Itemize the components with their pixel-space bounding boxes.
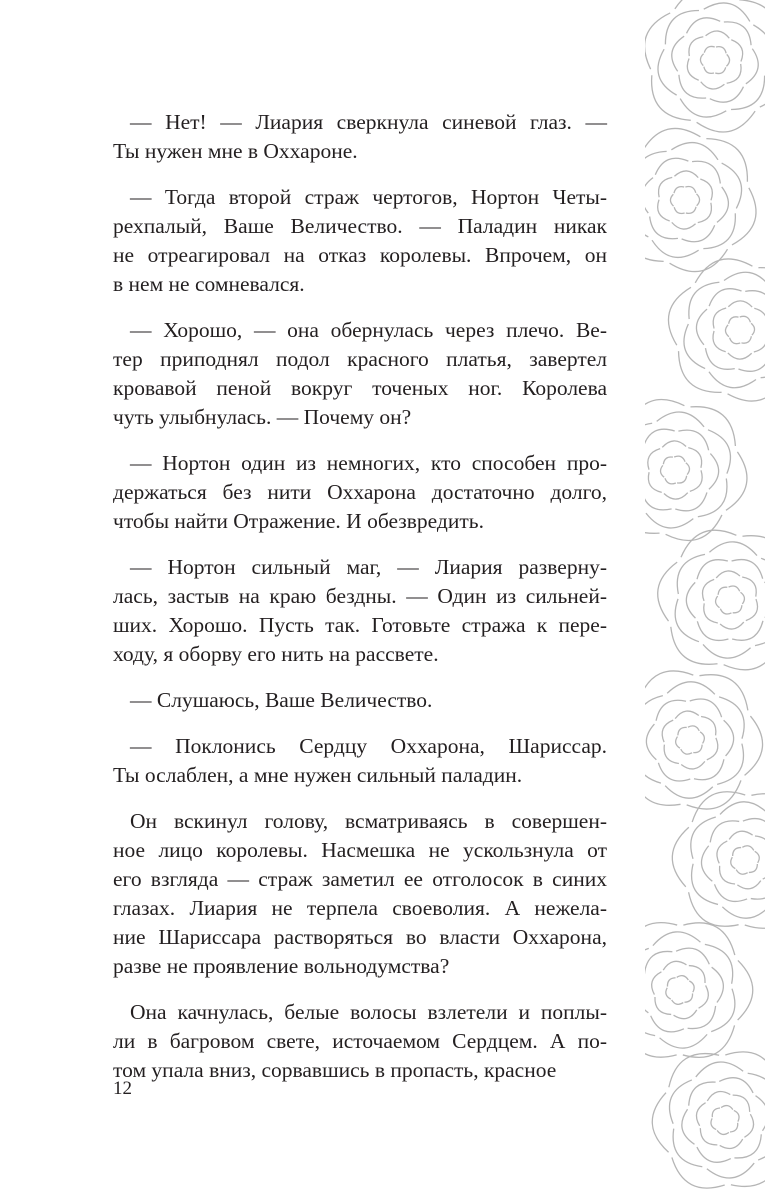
petal-stroke [690, 407, 735, 446]
text-line: тер приподнял подол красного платья, завертел [113, 347, 607, 371]
petal-stroke [645, 696, 663, 737]
petal-stroke [730, 338, 741, 344]
petal-stroke [742, 577, 756, 597]
petal-stroke [675, 711, 699, 719]
petal-stroke [713, 331, 726, 352]
petal-stroke [675, 0, 734, 9]
petal-stroke [686, 463, 690, 475]
petal-stroke [709, 542, 757, 556]
petal-stroke [690, 470, 702, 491]
petal-stroke [658, 200, 670, 221]
petal-stroke [758, 268, 765, 309]
petal-stroke [720, 866, 735, 884]
text-line: — Нортон сильный маг, — Лиария разверну- [130, 555, 607, 579]
petal-stroke [706, 31, 730, 38]
petal-stroke [682, 1109, 695, 1144]
petal-stroke [733, 848, 741, 856]
petal-stroke [689, 1082, 716, 1106]
petal-stroke [696, 1103, 705, 1126]
text-line: ли в багровом свете, источаемом Сердцем. А по- [113, 1029, 607, 1053]
paragraph [113, 183, 607, 299]
text-line: чуть улыбнулась. — Почему он? [113, 405, 412, 429]
petal-stroke [689, 37, 703, 56]
petal-stroke [700, 1128, 717, 1145]
text-line: Ты нужен мне в Оххароне. [113, 139, 358, 163]
petal-stroke [731, 40, 742, 62]
petal-stroke [706, 139, 747, 182]
petal-stroke [686, 207, 696, 214]
petal-stroke [716, 571, 740, 578]
petal-stroke [734, 1110, 739, 1121]
petal-stroke [734, 1134, 761, 1158]
petal-stroke [719, 1078, 753, 1093]
petal-stroke [686, 582, 695, 618]
petal-stroke [717, 1130, 729, 1134]
petal-stroke [648, 472, 661, 492]
petal-stroke [679, 75, 706, 98]
petal-stroke [742, 536, 765, 573]
petal-stroke [645, 770, 681, 806]
petal-stroke [658, 562, 677, 621]
petal-stroke [645, 13, 670, 69]
petal-stroke [684, 324, 705, 369]
petal-stroke [689, 892, 739, 926]
text-line: — Хорошо, — она обернулась через плечо. Ве- [130, 318, 607, 342]
petal-stroke [693, 745, 702, 753]
petal-stroke [645, 192, 648, 237]
petal-stroke [728, 353, 752, 359]
petal-stroke [702, 579, 714, 601]
petal-stroke [726, 54, 729, 66]
petal-stroke [671, 143, 718, 160]
petal-stroke [740, 592, 744, 604]
petal-stroke [672, 1000, 684, 1004]
petal-stroke [645, 490, 672, 510]
petal-stroke [664, 745, 679, 764]
petal-stroke [745, 716, 763, 775]
text-line: не отреагировал на отказ королевы. Впрочем, он [113, 243, 607, 267]
petal-stroke [655, 158, 688, 174]
text-line: — Нортон один из немногих, кто способен про- [130, 451, 607, 475]
petal-stroke [717, 841, 727, 863]
text-line: чтобы найти Отражение. И обезвредить. [113, 509, 484, 533]
petal-stroke [689, 282, 720, 319]
petal-stroke [709, 372, 756, 388]
petal-stroke [684, 993, 692, 1002]
petal-stroke [732, 560, 763, 579]
petal-stroke [696, 194, 699, 206]
petal-stroke [746, 599, 758, 621]
petal-stroke [665, 11, 699, 45]
petal-stroke [697, 560, 728, 579]
petal-stroke [645, 128, 700, 150]
paragraph [113, 316, 607, 432]
petal-stroke [672, 222, 696, 229]
petal-stroke [708, 430, 730, 474]
petal-stroke [694, 759, 724, 779]
text-line: — Тогда второй страж чертогов, Нортон Четы- [130, 185, 607, 209]
petal-stroke [667, 682, 715, 695]
petal-stroke [681, 761, 705, 769]
petal-stroke [650, 216, 678, 238]
petal-stroke [672, 827, 689, 886]
paragraph [113, 686, 607, 715]
petal-stroke [645, 951, 672, 974]
petal-stroke [713, 308, 726, 329]
page-number: 12 [113, 1078, 132, 1099]
petal-stroke [679, 351, 722, 392]
petal-stroke [699, 675, 747, 711]
petal-stroke [683, 923, 734, 955]
petal-stroke [674, 456, 685, 462]
petal-stroke [722, 906, 765, 919]
petal-stroke [661, 465, 665, 477]
petal-stroke [678, 430, 708, 450]
petal-stroke [677, 976, 689, 980]
petal-stroke [695, 259, 752, 283]
petal-stroke [707, 738, 718, 760]
petal-stroke [645, 178, 653, 213]
petal-stroke [645, 429, 675, 447]
petal-stroke [700, 179, 712, 200]
petal-stroke [662, 720, 673, 742]
petal-stroke [755, 836, 765, 854]
petal-stroke [758, 1116, 765, 1160]
petal-stroke [707, 1163, 754, 1178]
text-line: глазах. Лиария не терпела своеволия. А нежела- [113, 896, 607, 920]
paragraph [113, 998, 607, 1085]
page-body [113, 108, 607, 1102]
petal-stroke [711, 1118, 716, 1129]
petal-stroke [740, 316, 751, 322]
petal-stroke [674, 187, 684, 194]
petal-stroke [720, 622, 744, 629]
petal-stroke [645, 218, 664, 261]
text-line: том упала вниз, сорвавшись в пропасть, красное [113, 1058, 557, 1082]
petal-stroke [674, 207, 684, 213]
text-line: ное лицо королевы. Насмешка не ускользнула от [113, 838, 607, 862]
text-line: кровавой пеной вокруг точеных ног. Королева [113, 376, 607, 400]
petal-stroke [676, 737, 680, 749]
petal-stroke [715, 67, 725, 73]
petal-stroke [688, 1006, 716, 1029]
petal-stroke [701, 82, 725, 89]
text-line: — Поклонись Сердцу Оххарона, Шариссар. [130, 734, 607, 758]
petal-stroke [696, 309, 707, 345]
petal-stroke [688, 448, 701, 468]
petal-stroke [662, 441, 686, 447]
petal-stroke [677, 476, 687, 483]
petal-stroke [646, 513, 693, 528]
petal-stroke [645, 671, 693, 700]
petal-stroke [688, 726, 699, 731]
petal-stroke [692, 161, 720, 183]
petal-stroke [701, 716, 716, 735]
petal-stroke [728, 377, 765, 401]
text-line: ходу, я оборву его нить на рассвете. [113, 642, 439, 666]
petal-stroke [728, 301, 752, 307]
text-line: Ты ослаблен, а мне нужен сильный паладин. [113, 763, 523, 787]
petal-stroke [753, 25, 765, 71]
petal-stroke [696, 1062, 743, 1077]
petal-stroke [671, 627, 718, 664]
petal-stroke [716, 596, 720, 608]
petal-stroke [691, 817, 716, 859]
petal-stroke [645, 1025, 677, 1057]
petal-stroke [725, 325, 728, 337]
petal-stroke [687, 59, 698, 81]
petal-stroke [675, 492, 707, 510]
petal-stroke [742, 846, 753, 851]
petal-stroke [663, 457, 673, 464]
petal-stroke [729, 831, 752, 839]
petal-stroke [664, 493, 688, 499]
petal-stroke [672, 36, 684, 71]
text-line: разве не проявление вольнодумства? [113, 954, 450, 978]
petal-stroke [674, 1010, 697, 1019]
petal-stroke [697, 1147, 731, 1162]
petal-stroke [663, 961, 686, 970]
petal-stroke [700, 54, 703, 66]
petal-stroke [645, 977, 648, 1012]
petal-stroke [683, 1025, 735, 1057]
text-line: Он вскинул голову, всматриваясь в совершен- [130, 809, 607, 833]
petal-stroke [756, 1096, 765, 1131]
petal-stroke [701, 846, 712, 882]
petal-stroke [645, 423, 652, 461]
petal-stroke [658, 49, 677, 95]
petal-stroke [678, 727, 687, 735]
petal-stroke [665, 786, 713, 799]
text-line: лась, застыв на краю бездны. — Один из сильней- [113, 584, 607, 608]
petal-stroke [731, 857, 736, 869]
petal-stroke [732, 621, 763, 640]
petal-stroke [733, 605, 742, 613]
petal-stroke [744, 1114, 753, 1137]
petal-stroke [700, 732, 704, 744]
petal-stroke [652, 75, 691, 120]
petal-stroke [685, 186, 695, 192]
petal-stroke [720, 609, 731, 614]
petal-stroke [727, 64, 741, 83]
petal-stroke [748, 1073, 765, 1111]
petal-stroke [652, 240, 699, 257]
petal-stroke [655, 997, 671, 1014]
text-line: держаться без нити Оххарона достаточно долго, [113, 480, 607, 504]
petal-stroke [697, 111, 756, 132]
paragraph [113, 449, 607, 536]
petal-stroke [733, 1095, 750, 1112]
petal-stroke [755, 851, 760, 863]
petal-stroke [741, 336, 751, 343]
petal-stroke [699, 985, 709, 1008]
petal-stroke [707, 1092, 730, 1101]
petal-stroke [689, 966, 705, 983]
petal-stroke [645, 996, 655, 1035]
petal-stroke [751, 323, 754, 335]
petal-stroke [703, 213, 735, 248]
petal-stroke [720, 802, 765, 815]
petal-stroke [739, 0, 765, 45]
petal-stroke [689, 981, 694, 992]
petal-stroke [704, 603, 718, 623]
text-line: — Нет! — Лиария сверкнула синевой глаз. — [130, 110, 607, 134]
text-line: ших. Хорошо. Пусть так. Готовьте стража к пере- [113, 613, 607, 637]
petal-stroke [709, 289, 741, 306]
petal-stroke [761, 558, 765, 601]
petal-stroke [681, 749, 692, 754]
petal-stroke [729, 586, 740, 591]
paragraph [113, 732, 607, 790]
petal-stroke [665, 478, 676, 484]
petal-stroke [736, 870, 747, 875]
petal-stroke [754, 332, 765, 353]
petal-stroke [697, 621, 728, 640]
petal-stroke [722, 163, 742, 208]
petal-stroke [674, 171, 698, 178]
text-line: ние Шариссара растворяться во власти Оххарона, [113, 925, 607, 949]
petal-stroke [751, 794, 765, 828]
petal-stroke [646, 724, 656, 760]
petal-stroke [667, 978, 675, 987]
petal-stroke [681, 530, 736, 557]
petal-stroke [712, 1108, 720, 1117]
petal-stroke [719, 697, 744, 739]
petal-stroke [666, 988, 671, 999]
floral-ornament-icon [645, 0, 765, 1190]
text-line: его взгляда — страж заметил ее отголосок в синих [113, 867, 607, 891]
petal-stroke [743, 819, 765, 836]
petal-stroke [692, 864, 718, 905]
petal-stroke [668, 287, 690, 345]
petal-stroke [749, 864, 757, 872]
petal-stroke [720, 1139, 743, 1148]
petal-stroke [652, 1093, 668, 1153]
petal-stroke [712, 967, 724, 1002]
petal-stroke [726, 452, 747, 510]
petal-stroke [731, 76, 765, 110]
petal-stroke [670, 194, 673, 206]
petal-stroke [754, 308, 765, 329]
petal-stroke [682, 225, 715, 241]
petal-stroke [721, 1106, 733, 1110]
text-line: Она качнулась, белые волосы взлетели и поплы- [130, 1000, 607, 1024]
paragraph [113, 553, 607, 669]
petal-stroke [652, 972, 662, 995]
petal-stroke [658, 763, 690, 781]
text-line: — Слушаюсь, Ваше Величество. [130, 688, 433, 712]
petal-stroke [657, 412, 704, 427]
petal-stroke [659, 177, 673, 197]
petal-stroke [717, 187, 728, 222]
petal-stroke [705, 348, 734, 369]
petal-stroke [730, 1123, 738, 1132]
petal-stroke [737, 881, 760, 889]
petal-stroke [746, 49, 758, 84]
text-line: в нем не сомневался. [113, 272, 305, 296]
petal-stroke [648, 449, 660, 470]
petal-stroke [729, 317, 739, 324]
petal-stroke [709, 454, 719, 490]
petal-stroke [738, 960, 753, 1020]
petal-stroke [724, 272, 765, 288]
petal-stroke [724, 22, 751, 45]
petal-stroke [718, 587, 727, 595]
petal-stroke [703, 644, 751, 658]
petal-stroke [716, 47, 726, 54]
petal-stroke [656, 700, 686, 720]
petal-stroke [690, 699, 722, 717]
paragraph [113, 108, 607, 166]
petal-stroke [738, 354, 765, 371]
text-line: рехпалый, Ваше Величество. — Паладин никак [113, 214, 607, 238]
petal-stroke [653, 932, 701, 946]
petal-stroke [660, 1034, 708, 1048]
petal-stroke [704, 46, 714, 52]
paragraph [113, 807, 607, 981]
petal-stroke [724, 643, 765, 670]
petal-stroke [698, 478, 727, 516]
petal-stroke [724, 720, 734, 756]
petal-stroke [698, 203, 712, 223]
petal-stroke [710, 821, 739, 843]
petal-stroke [704, 67, 714, 74]
